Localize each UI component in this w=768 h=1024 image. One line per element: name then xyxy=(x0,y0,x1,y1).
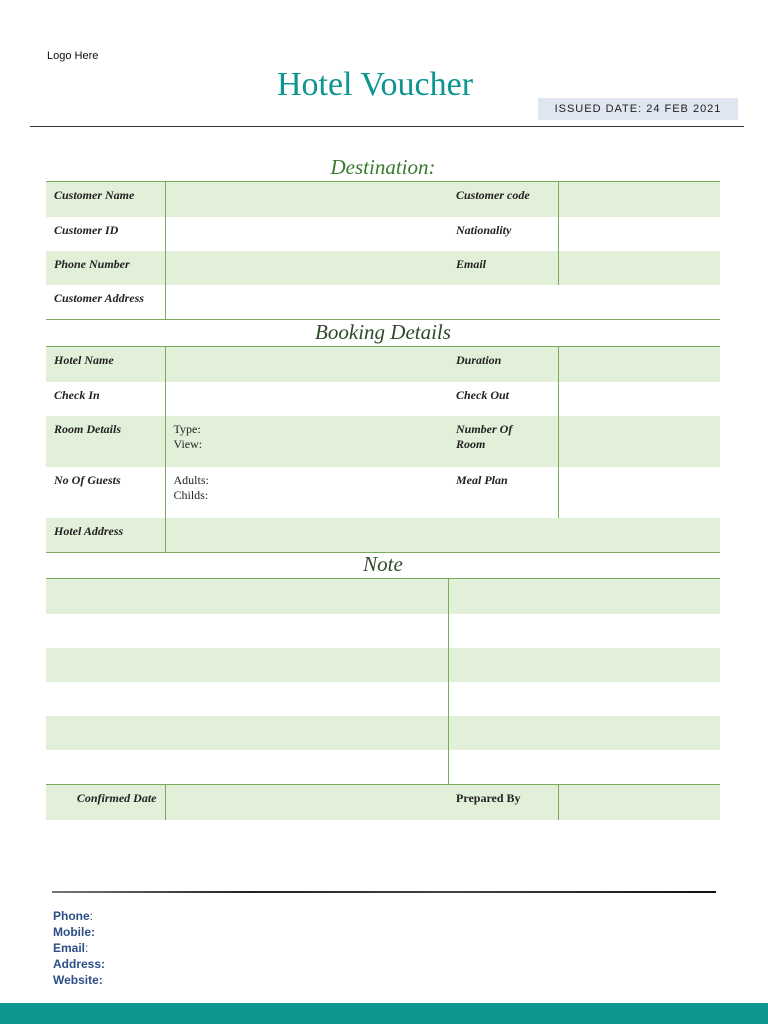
phone-label: Phone xyxy=(53,909,90,923)
note-cell[interactable] xyxy=(448,648,720,682)
meal-plan-field[interactable] xyxy=(558,467,720,518)
contact-address: Address: xyxy=(53,957,106,971)
confirmation-table xyxy=(46,784,720,820)
contact-block xyxy=(53,908,105,988)
phone-number-label: Phone Number xyxy=(46,251,165,285)
number-of-room-line2: Room xyxy=(456,436,486,451)
contact-phone xyxy=(53,908,105,924)
customer-address-field[interactable] xyxy=(165,285,720,320)
check-out-label: Check Out xyxy=(448,382,558,416)
check-in-label: Check In xyxy=(46,382,165,416)
note-cell[interactable] xyxy=(46,648,448,682)
booking-table xyxy=(46,346,720,553)
document-title: Hotel Voucher xyxy=(276,66,474,103)
table-row xyxy=(46,347,720,382)
childs-label: Childs: xyxy=(173,487,209,502)
customer-code-field[interactable] xyxy=(558,182,720,217)
email-label: Email xyxy=(448,251,558,285)
nationality-field[interactable] xyxy=(558,217,720,251)
customer-name-label: Customer Name xyxy=(46,182,165,217)
booking-section-title: Booking Details xyxy=(315,320,451,344)
note-cell[interactable] xyxy=(448,716,720,750)
footer-accent-bar xyxy=(0,1003,768,1024)
note-cell[interactable] xyxy=(448,579,720,614)
hotel-address-label: Hotel Address xyxy=(46,518,165,553)
table-row xyxy=(46,682,720,716)
customer-code-label: Customer code xyxy=(448,182,558,217)
note-cell[interactable] xyxy=(448,750,720,785)
table-row xyxy=(46,648,720,682)
hotel-name-label: Hotel Name xyxy=(46,347,165,382)
room-type-label: Type: xyxy=(173,421,201,436)
confirmed-date-label: Confirmed Date xyxy=(46,785,165,820)
issued-date-badge: ISSUED DATE: 24 FEB 2021 xyxy=(538,98,738,120)
number-of-room-line1: Number Of xyxy=(456,421,513,436)
email-field[interactable] xyxy=(558,251,720,285)
table-row xyxy=(46,518,720,553)
table-row xyxy=(46,251,720,285)
number-of-room-field[interactable] xyxy=(558,416,720,467)
table-row xyxy=(46,182,720,217)
room-details-label: Room Details xyxy=(46,416,165,467)
table-row xyxy=(46,579,720,614)
room-view-label: View: xyxy=(173,436,203,451)
number-of-room-label xyxy=(448,416,558,467)
note-cell[interactable] xyxy=(46,716,448,750)
contact-email xyxy=(53,940,105,956)
note-section-title: Note xyxy=(363,552,403,576)
note-cell[interactable] xyxy=(46,750,448,785)
destination-section-title: Destination: xyxy=(330,155,436,179)
email-footer-label: Email xyxy=(53,941,86,955)
table-row xyxy=(46,467,720,518)
customer-address-label: Customer Address xyxy=(46,285,165,320)
table-row xyxy=(46,285,720,320)
check-out-field[interactable] xyxy=(558,382,720,416)
table-row xyxy=(46,716,720,750)
destination-table xyxy=(46,181,720,320)
note-cell[interactable] xyxy=(448,682,720,716)
logo-placeholder: Logo Here xyxy=(47,50,99,62)
meal-plan-label: Meal Plan xyxy=(448,467,558,518)
contact-website: Website: xyxy=(53,973,103,987)
table-row xyxy=(46,416,720,467)
prepared-by-field[interactable] xyxy=(558,785,720,820)
customer-id-label: Customer ID xyxy=(46,217,165,251)
adults-label: Adults: xyxy=(173,472,209,487)
header-divider xyxy=(30,126,744,127)
note-cell[interactable] xyxy=(46,614,448,648)
nationality-label: Nationality xyxy=(448,217,558,251)
contact-mobile: Mobile: xyxy=(53,925,95,939)
footer-divider xyxy=(52,891,716,893)
hotel-address-field[interactable] xyxy=(165,518,720,553)
note-cell[interactable] xyxy=(46,579,448,614)
phone-number-field[interactable] xyxy=(165,251,448,285)
table-row xyxy=(46,382,720,416)
guests-field[interactable] xyxy=(165,467,448,518)
room-details-field[interactable] xyxy=(165,416,448,467)
note-cell[interactable] xyxy=(448,614,720,648)
email-colon: : xyxy=(85,941,89,955)
note-table xyxy=(46,578,720,785)
customer-id-field[interactable] xyxy=(165,217,448,251)
confirmed-date-field[interactable] xyxy=(165,785,448,820)
prepared-by-label: Prepared By xyxy=(448,785,558,820)
table-row xyxy=(46,750,720,785)
hotel-name-field[interactable] xyxy=(165,347,448,382)
note-cell[interactable] xyxy=(46,682,448,716)
phone-colon: : xyxy=(89,909,94,923)
duration-field[interactable] xyxy=(558,347,720,382)
duration-label: Duration xyxy=(448,347,558,382)
table-row xyxy=(46,785,720,820)
customer-name-field[interactable] xyxy=(165,182,448,217)
check-in-field[interactable] xyxy=(165,382,448,416)
table-row xyxy=(46,217,720,251)
no-of-guests-label: No Of Guests xyxy=(46,467,165,518)
table-row xyxy=(46,614,720,648)
